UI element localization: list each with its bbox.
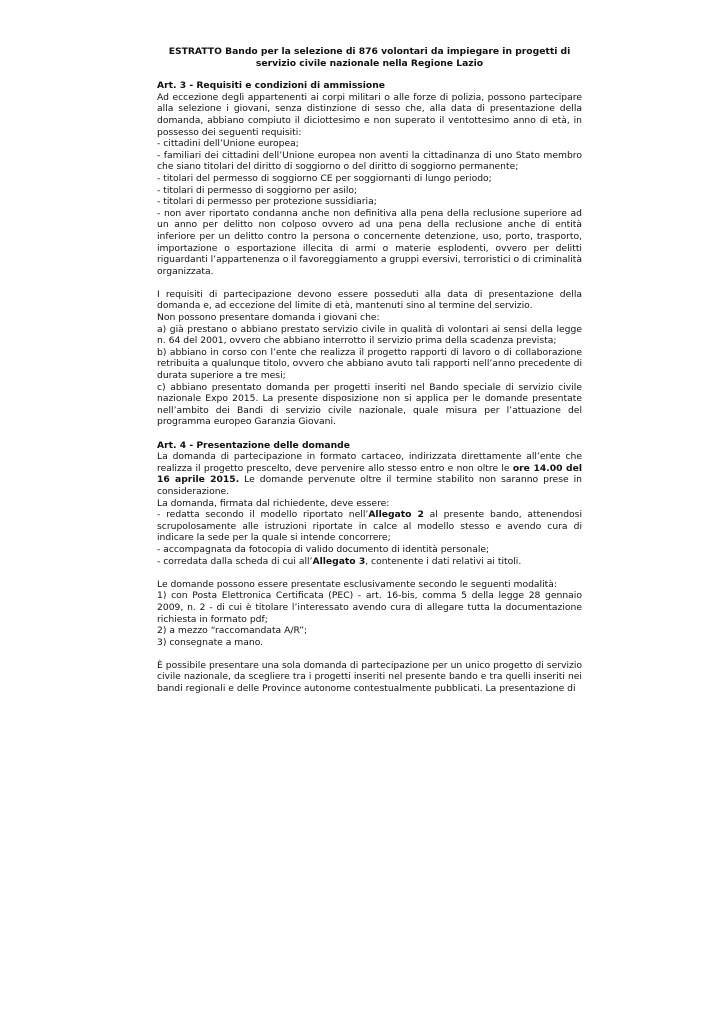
paragraph-gap: [157, 567, 582, 579]
art4-final-paragraph: È possibile presentare una sola domanda di partecipazione per un unico progetto di servizio civile nazionale, da scegliere tra i progetti inseriti nel presente bando e tra quelli inseriti nei bandi regionali e delle Province autonome contestualmente pubblicati. La presentazione di: [157, 659, 582, 695]
art3-intro: Ad eccezione degli appartenenti ai corpi militari o alle forze di polizia, possono partecipare alla selezione i giovani, senza distinzione di sesso che, alla data di presentazione della domanda, abbiano compiuto il diciottesimo e non superato il ventottesimo anno di età, in possesso dei seguenti requisiti:: [157, 91, 582, 138]
paragraph-gap: [157, 277, 582, 289]
art3-item: - titolari di permesso di soggiorno per asilo;: [157, 184, 358, 196]
art4-item: [157, 509, 582, 544]
art4-mode: 2) a mezzo “raccomandata A/R”;: [157, 625, 308, 637]
art3-heading: Art. 3 - Requisiti e condizioni di ammissione: [157, 80, 385, 92]
paragraph-gap: [157, 428, 582, 440]
item-text: - corredata dalla scheda di cui all’: [157, 555, 313, 567]
art4-modes-intro: Le domande possono essere presentate esclusivamente secondo le seguenti modalità:: [157, 578, 557, 590]
art4-item: - accompagnata da fotocopia di valido documento di identità personale;: [157, 543, 490, 555]
art4-mode: 3) consegnate a mano.: [157, 636, 264, 648]
art3-exclusion: c) abbiano presentato domanda per progetti inseriti nel Bando speciale di servizio civile nazionale Expo 2015. La presente disposizione non si applica per le domande presentate nell’ambito dei Bandi di servizio civile nazionale, quale misura per l’attuazione del programma europeo Garanzia Giovani.: [157, 381, 582, 428]
art3-item: - non aver riportato condanna anche non definitiva alla pena della reclusione superiore ad un anno per delitto non colposo ovvero ad una pena della reclusione anche di entità inferiore per un delitto contro la persona o concernente detenzione, uso, porto, trasporto, importazione o esportazione illecita di armi o materie esplodenti, ovvero per delitti riguardanti l’appartenenza o il favoreggiamento a gruppi eversivi, terroristici o di criminalità organizzata.: [157, 207, 583, 277]
art4-item: [157, 556, 582, 568]
art4-deadline-paragraph: [157, 451, 582, 497]
item-text: - redatta secondo il modello riportato nell’: [157, 509, 369, 521]
art4-mode: 1) con Posta Elettronica Certificata (PEC) - art. 16-bis, comma 5 della legge 28 gennaio 2009, n. 2 - di cui è titolare l’interessato avendo cura di allegare tutta la documentazione richiesta in formato pdf;: [157, 590, 582, 625]
deadline-text: La domanda di partecipazione in formato cartaceo, indirizzata direttamente all’ente che realizza il progetto prescelto, deve pervenire allo stesso entro e non oltre le: [157, 451, 582, 474]
document-body: [157, 46, 582, 695]
art3-item: - cittadini dell’Unione europea;: [157, 138, 299, 150]
art3-item: - familiari dei cittadini dell’Unione europea non aventi la cittadinanza di uno Stato membro che siano titolari del diritto di soggiorno o del diritto di soggiorno permanente;: [157, 149, 582, 173]
deadline-date: ore 14.00 del 16 aprile 2015.: [157, 462, 582, 486]
allegato-2-ref: Allegato 2: [368, 509, 424, 521]
art3-item: - titolari del permesso di soggiorno CE per soggiornanti di lungo periodo;: [157, 172, 492, 184]
allegato-3-ref: Allegato 3: [312, 555, 366, 567]
item-text-end: al presente bando, attenendosi scrupolosamente alle istruzioni riportate in calce al modello stesso e avendo cura di indicare la sede per la quale si intende concorrere;: [157, 509, 582, 544]
art3-requirements-note: I requisiti di partecipazione devono essere posseduti alla data di presentazione della domanda e, ad eccezione del limite di età, mantenuti sino al termine del servizio.: [157, 288, 582, 312]
art3-exclusion: a) già prestano o abbiano prestato servizio civile in qualità di volontari ai sensi della legge n. 64 del 2001, ovvero che abbiano interrotto il servizio prima della scadenza prevista;: [157, 323, 582, 347]
paragraph-gap: [157, 648, 582, 660]
item-text-end: , contenente i dati relativi ai titoli.: [365, 555, 522, 567]
art3-exclusion: b) abbiano in corso con l’ente che realizza il progetto rapporti di lavoro o di collaborazione retribuita a qualunque titolo, ovvero che abbiano avuto tali rapporti nell’anno precedente di durata superiore a tre mesi;: [157, 346, 582, 382]
deadline-text-end: Le domande pervenute oltre il termine stabilito non saranno prese in considerazione.: [157, 474, 582, 497]
document-title: ESTRATTO Bando per la selezione di 876 volontari da impiegare in progetti di servizio civile nazionale nella Regione Lazio: [168, 46, 571, 69]
art3-item: - titolari di permesso per protezione sussidiaria;: [157, 196, 377, 208]
art3-exclusions-intro: Non possono presentare domanda i giovani che:: [157, 312, 380, 324]
art4-signature-intro: La domanda, firmata dal richiedente, deve essere:: [157, 497, 390, 509]
art4-heading: Art. 4 - Presentazione delle domande: [157, 439, 350, 451]
